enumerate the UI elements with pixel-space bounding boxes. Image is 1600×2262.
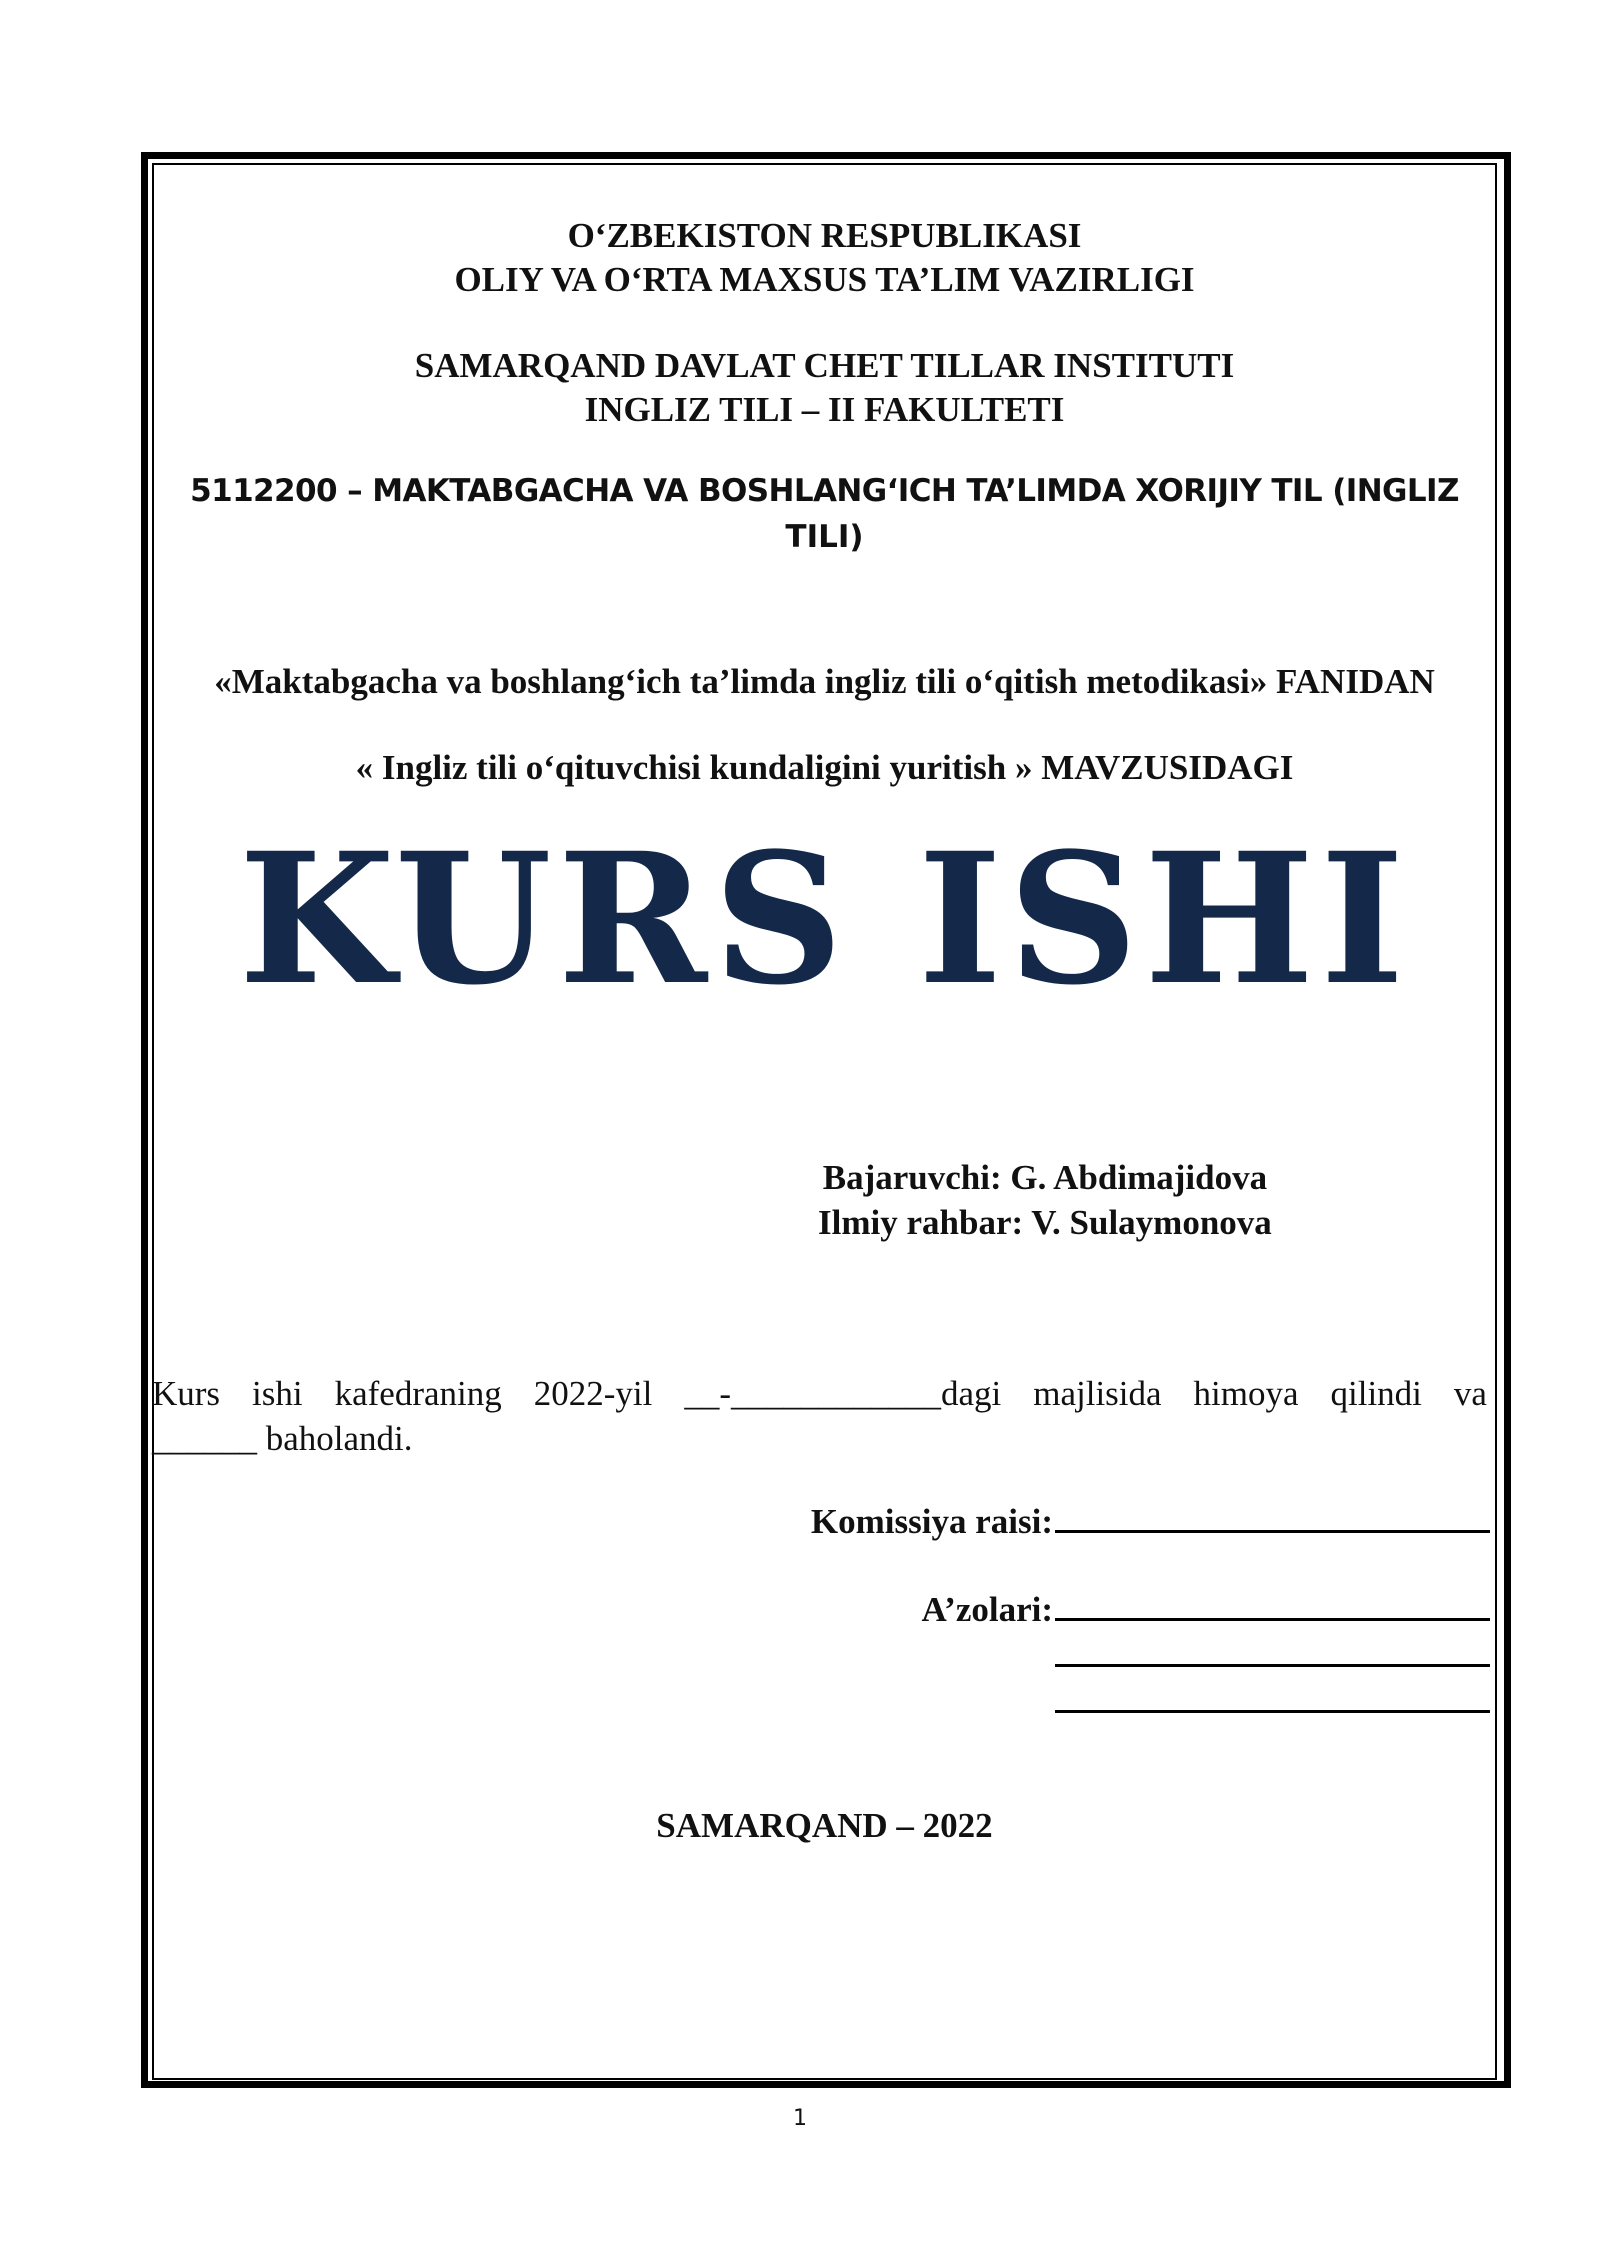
defense-word: 2022-yil xyxy=(533,1374,653,1413)
country-heading: O‘ZBEKISTON RESPUBLIKASI xyxy=(567,216,1082,255)
page-border-inner xyxy=(152,163,1497,2080)
defense-word: ishi xyxy=(252,1374,303,1413)
specialty-heading-line2: TILI) xyxy=(785,519,864,555)
defense-word: __-____________dagi xyxy=(684,1374,1002,1413)
defense-line1 xyxy=(152,1372,1487,1417)
commission-members-label: A’zolari: xyxy=(921,1590,1053,1629)
page-number: 1 xyxy=(793,2106,807,2131)
commission-members-signature xyxy=(921,1590,1490,1627)
signature-line xyxy=(1055,1502,1490,1533)
commission-chair-signature xyxy=(811,1502,1490,1539)
defense-word: kafedraning xyxy=(334,1374,502,1413)
defense-word: qilindi xyxy=(1330,1374,1422,1413)
topic-line: « Ingliz tili o‘qituvchisi kundaligini yuritish » MAVZUSIDAGI xyxy=(355,748,1294,787)
credits-block xyxy=(818,1156,1272,1246)
signature-line xyxy=(1055,1664,1490,1667)
defense-word: Kurs xyxy=(152,1374,221,1413)
defense-word: majlisida xyxy=(1033,1374,1162,1413)
defense-word: va xyxy=(1453,1374,1487,1413)
subject-line: «Maktabgacha va boshlang‘ich ta’limda ingliz tili o‘qitish metodikasi» FANIDAN xyxy=(214,662,1435,701)
signature-line xyxy=(1055,1710,1490,1713)
commission-chair-label: Komissiya raisi: xyxy=(810,1502,1053,1541)
ministry-heading: OLIY VA O‘RTA MAXSUS TA’LIM VAZIRLIGI xyxy=(454,260,1195,299)
institute-heading: SAMARQAND DAVLAT CHET TILLAR INSTITUTI xyxy=(414,346,1235,385)
faculty-heading: INGLIZ TILI – II FAKULTETI xyxy=(584,390,1065,429)
defense-line2: ______ baholandi. xyxy=(152,1418,413,1458)
supervisor-line: Ilmiy rahbar: V. Sulaymonova xyxy=(818,1202,1272,1242)
specialty-heading-line1: 5112200 – MAKTABGACHA VA BOSHLANG‘ICH TA’LIMDA XORIJIY TIL (INGLIZ xyxy=(190,473,1459,509)
city-year: SAMARQAND – 2022 xyxy=(656,1806,993,1845)
document-title: KURS ISHI xyxy=(238,814,1411,1025)
author-line: Bajaruvchi: G. Abdimajidova xyxy=(822,1158,1268,1197)
defense-word: himoya xyxy=(1193,1374,1299,1413)
signature-line xyxy=(1055,1590,1490,1621)
defense-statement xyxy=(152,1372,1487,1462)
